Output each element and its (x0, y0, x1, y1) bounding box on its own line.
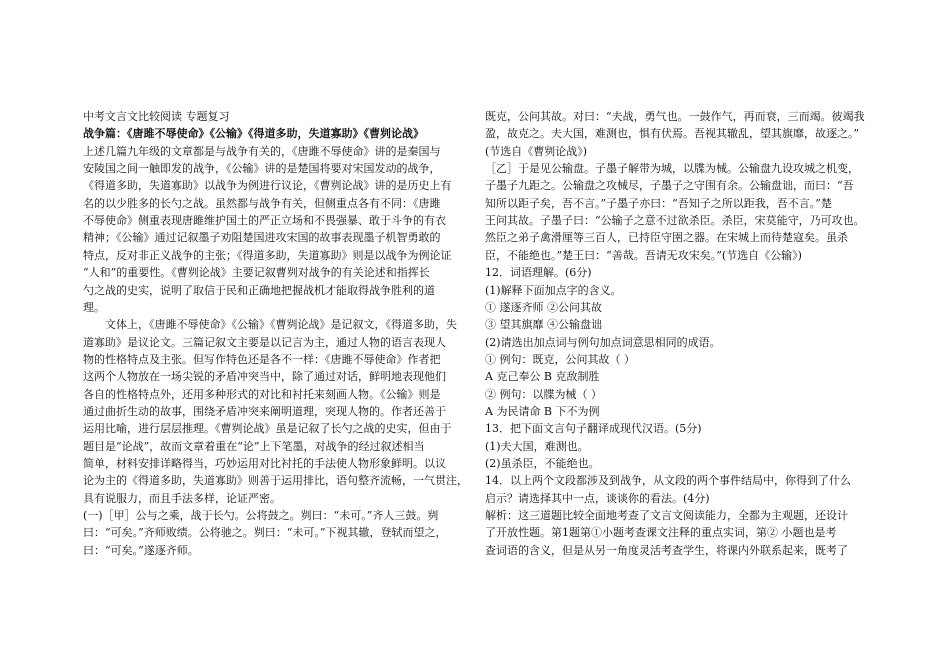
right-column-line: (2)虽杀臣，不能绝也。 (485, 457, 600, 470)
left-column-line: 这两个人物放在一场尖锐的矛盾冲突当中，除了通过对话，鲜明地表现他们 (83, 370, 446, 384)
left-column-line: 曰：“可矣。”齐师败绩。公将驰之。刿曰：“未可。”下视其辙，登轼而望之， (83, 526, 447, 540)
left-column-line: (一)［甲］公与之乘，战于长勺。公将鼓之。刿曰：“未可。”齐人三鼓。刿 (83, 509, 439, 523)
right-column-line: 12．词语理解。(6分) (485, 266, 592, 280)
left-column-line: 通过曲折生动的故事，围绕矛盾冲突来阐明道理，突现人物的。作者还善于 (83, 404, 446, 418)
right-column-line: ① 遂逐齐师 ②公问其故 (485, 300, 602, 314)
left-column-line: 安陵国之间一触即发的战争，《公输》讲的是楚国将要对宋国发动的战争， (83, 162, 441, 176)
right-column-line: (1)解释下面加点字的含义。 (485, 283, 622, 297)
left-column-line: 名的以少胜多的长勺之战。虽然都与战争有关，但侧重点各有不同：《唐雎 (83, 196, 441, 210)
left-column-line: 不辱使命》侧重表现唐雎维护国土的严正立场和不畏强暴、敢于斗争的有衣 (83, 214, 446, 228)
left-column-line: 理。 (83, 300, 105, 314)
left-column-line: 道寡助》是议论文。三篇记叙文主要是以记言为主，通过人物的语言表现人 (83, 335, 446, 349)
right-column-line: ③ 望其旗靡 ④公输盘诎 (485, 318, 602, 332)
right-column-line: (1)夫大国，难测也。 (485, 439, 589, 453)
right-column-line: 盈，故克之。夫大国，难测也，惧有伏焉。吾视其辙乱，望其旗靡，故逐之。” (485, 127, 860, 141)
right-column-line: A 为民请命 B 下不为例 (485, 404, 600, 418)
right-column-line: 查词语的含义，但是从另一角度灵活考查学生，将课内外联系起来，既考了 (485, 543, 848, 557)
left-column-line: 勺之战的史实，说明了取信于民和正确地把握战机才能取得战争胜利的道 (83, 283, 435, 297)
left-column-line: 精神；《公输》通过记叙墨子劝阻楚国进攻宋国的故事表现墨子机智勇敢的 (83, 231, 441, 245)
right-column-line: ① 例句：既克，公问其故（ ） (485, 352, 635, 366)
right-column-line: 启示？请选择其中一点，谈谈你的看法。(4分) (485, 491, 710, 505)
right-column-line: 了开放性题。第1题第①小题考查课文注释的重点实词，第② 小题也是考 (485, 526, 837, 540)
right-column-line: 王问其故。子墨子曰：“公输子之意不过欲杀臣。杀臣，宋莫能守，乃可攻也。 (485, 214, 865, 228)
left-column-line: 曰：“可矣。”遂逐齐师。 (83, 543, 199, 557)
left-column-line: 题目是“论战”，故而文章着重在“论”上下笔墨，对战争的经过叙述相当 (83, 439, 425, 453)
right-column-line: (2)请选出加点词与例句加点词意思相同的成语。 (485, 335, 721, 349)
left-column-line: 战争篇：《唐雎不辱使命》《公输》《得道多助，失道寡助》《曹刿论战》 (83, 127, 424, 141)
left-column-line: 中考文言文比较阅读 专题复习 (83, 110, 230, 123)
left-column-line: 具有说服力，而且手法多样，论证严密。 (83, 491, 281, 505)
left-column-line: 各自的性格特点外，还用多种形式的对比和衬托来刻画人物。《公输》则是 (83, 387, 441, 401)
right-column-line: 知所以距子矣，吾不言。”子墨子亦曰：“吾知子之所以距我，吾不言。”楚 (485, 196, 832, 210)
left-column-line: 简单，材料安排详略得当，巧妙运用对比衬托的手法使人物形象鲜明。以议 (83, 457, 446, 470)
right-column-line: (节选自《曹刿论战》) (485, 144, 588, 158)
right-column-line: 臣，不能绝也。”楚王曰：“善哉。吾请无攻宋矣。”(节选自《公输》) (485, 248, 802, 262)
right-column-line: 然臣之弟子禽滑厘等三百人，已持臣守圉之器。在宋城上而待楚寇矣。虽杀 (485, 231, 848, 245)
right-column-line: ② 例句：以牒为械（ ） (485, 387, 602, 401)
right-column-line: 子墨子九距之。公输盘之攻械尽，子墨子之守围有余。公输盘诎，而曰：“吾 (485, 179, 854, 193)
right-column-line: 解析：这三道题比较全面地考查了文言文阅读能力，全都为主观题，还设计 (485, 509, 848, 523)
right-column-line: 14．以上两个文段都涉及到战争，从文段的两个事件结局中，你得到了什么 (485, 474, 851, 488)
left-column-line: 物的性格特点及主张。但写作特色还是各不一样：《唐雎不辱使命》作者把 (83, 352, 441, 366)
left-column-line: 特点，反对非正义战争的主张；《得道多助，失道寡助》则是以战争为例论证 (83, 248, 452, 262)
right-column-line: ［乙］于是见公输盘。子墨子解带为城，以牒为械。公输盘九设攻城之机变， (485, 162, 859, 176)
left-column-line: 运用比喻，进行层层推理。《曹刿论战》虽是记叙了长勺之战的史实，但由于 (83, 422, 452, 436)
left-column-line: “人和”的重要性。《曹刿论战》主要记叙曹刿对战争的有关论述和指挥长 (83, 266, 430, 280)
left-column-line: 《得道多助，失道寡助》以战争为例进行议论，《曹刿论战》讲的是历史上有 (83, 179, 452, 193)
right-column-line: A 克己奉公 B 克敌制胜 (485, 370, 600, 384)
right-column-line: 既克，公问其故。对曰：“夫战，勇气也。一鼓作气，再而衰，三而竭。彼竭我 (485, 110, 865, 123)
left-column-line: 文体上，《唐雎不辱使命》《公输》《曹刿论战》是记叙文，《得道多助，失 (105, 318, 457, 332)
right-column-line: 13．把下面文言句子翻译成现代汉语。(5分) (485, 422, 702, 436)
left-column-line: 论为主的《得道多助，失道寡助》则善于运用排比，语句整齐流畅，一气贯注， (83, 474, 468, 488)
left-column-line: 上述几篇九年级的文章都是与战争有关的，《唐雎不辱使命》讲的是秦国与 (83, 144, 441, 158)
